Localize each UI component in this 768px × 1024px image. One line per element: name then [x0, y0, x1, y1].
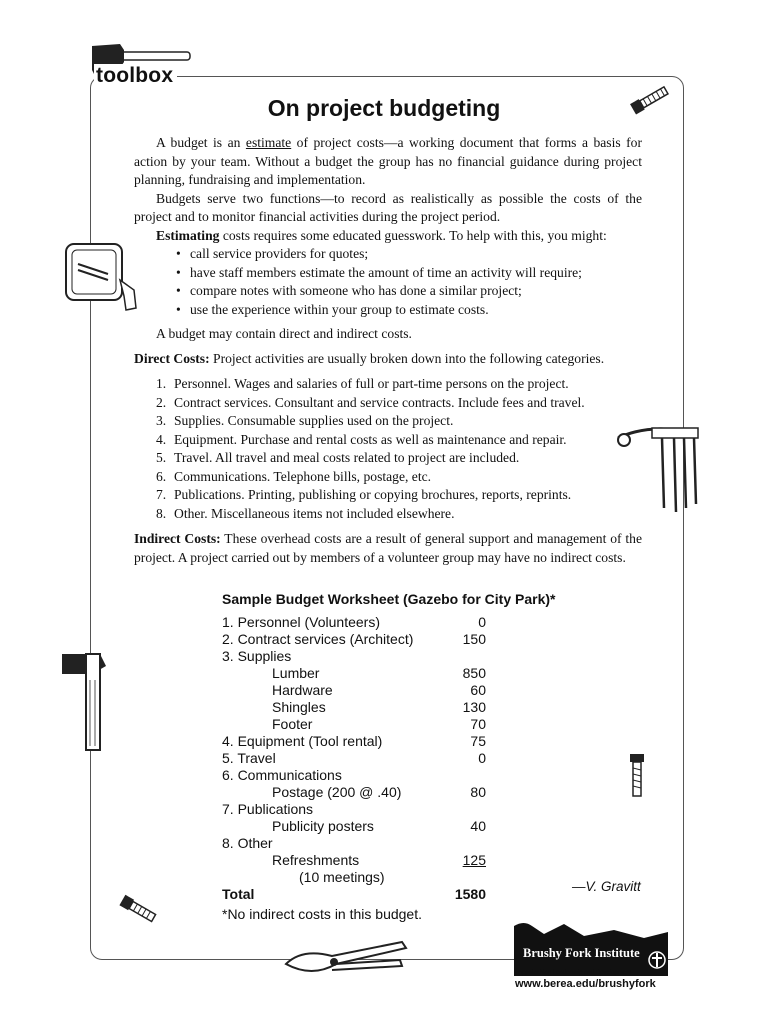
table-row: Postage (200 @ .40) 80	[272, 784, 486, 800]
list-item: 1. Personnel. Wages and salaries of full or part-time persons on the project.	[156, 376, 569, 391]
brushy-fork-logo	[514, 916, 668, 978]
list-item: 5. Travel. All travel and meal costs related to project are included.	[156, 450, 520, 465]
table-row: Footer 70	[272, 716, 486, 732]
intro-paragraph-1: A budget is an estimate of project costs—a working document that forms a basis for action by your team. Without a budget the group has no financial guidance during project planning, fundraising and implementation.	[134, 135, 642, 187]
list-item: 3. Supplies. Consumable supplies used on the project.	[156, 413, 454, 428]
table-row: 1. Personnel (Volunteers) 0	[222, 614, 486, 630]
worksheet-title: Sample Budget Worksheet (Gazebo for City Park)*	[222, 591, 556, 607]
tips-list	[134, 245, 642, 319]
table-row: Lumber 850	[272, 665, 486, 681]
table-row: Shingles 130	[272, 699, 486, 715]
table-row: Refreshments 125	[272, 852, 486, 868]
author-attribution: —V. Gravitt	[572, 879, 641, 894]
website-link[interactable]: www.berea.edu/brushyfork	[515, 978, 656, 990]
direct-costs-section	[134, 350, 642, 369]
table-row: Hardware 60	[272, 682, 486, 698]
list-item: • have staff members estimate the amount of time an activity will require;	[176, 264, 642, 283]
logo-subtitle: Appalachian Leadership and Development	[518, 970, 632, 976]
table-row: 7. Publications	[222, 801, 314, 817]
table-row: 8. Other	[222, 835, 273, 851]
section-label: toolbox	[94, 64, 177, 88]
list-item: • use the experience within your group to estimate costs.	[176, 301, 642, 320]
direct-costs-intro: Direct Costs: Project activities are usually broken down into the following categories.	[134, 351, 605, 366]
intro-paragraph-4-wrap	[134, 325, 642, 344]
intro-paragraph-4: A budget may contain direct and indirect costs.	[156, 326, 412, 341]
screw-icon	[628, 86, 670, 112]
screw-icon-2	[624, 754, 648, 798]
table-row: (10 meetings)	[299, 869, 385, 885]
table-row: Publicity posters 40	[272, 818, 486, 834]
indirect-costs-section	[134, 530, 642, 567]
table-row: 3. Supplies	[222, 648, 292, 664]
list-item: 8. Other. Miscellaneous items not included elsewhere.	[156, 505, 455, 521]
logo-name: Brushy Fork Institute	[523, 946, 640, 960]
list-item: • compare notes with someone who has done a similar project;	[176, 282, 642, 301]
pliers-icon	[282, 934, 412, 980]
total-row: Total 1580	[222, 886, 486, 902]
list-item: 2. Contract services. Consultant and service contracts. Include fees and travel.	[156, 394, 585, 410]
direct-costs-list	[134, 375, 642, 523]
list-item: 6. Communications. Telephone bills, postage, etc.	[156, 468, 432, 484]
page-title: On project budgeting	[267, 95, 501, 121]
list-item: • call service providers for quotes;	[176, 245, 642, 264]
tape-measure-icon	[64, 240, 140, 316]
intro-section	[134, 134, 642, 319]
table-row: 4. Equipment (Tool rental) 75	[222, 733, 486, 749]
indirect-costs-text: Indirect Costs: These overhead costs are a result of general support and management of the project. A project carried out by members of a volunteer group may have no indirect costs.	[134, 531, 642, 565]
intro-paragraph-2: Budgets serve two functions—to record as realistically as possible the costs of the project and to monitor financial activities during the project period.	[134, 190, 642, 224]
list-item: 7. Publications. Printing, publishing or copying brochures, reports, reprints.	[156, 487, 572, 502]
table-row: 5. Travel 0	[222, 750, 486, 766]
hatchet-icon	[58, 650, 114, 754]
table-row: 6. Communications	[222, 767, 342, 783]
table-row: 2. Contract services (Architect) 150	[222, 631, 486, 647]
cross-icon	[648, 950, 666, 970]
budget-worksheet	[222, 614, 486, 903]
worksheet-footnote: *No indirect costs in this budget.	[222, 906, 422, 922]
screw-icon-3	[118, 894, 158, 924]
list-item: 4. Equipment. Purchase and rental costs as well as maintenance and repair.	[156, 431, 567, 447]
intro-paragraph-3: Estimating costs requires some educated guesswork. To help with this, you might:	[156, 227, 607, 243]
